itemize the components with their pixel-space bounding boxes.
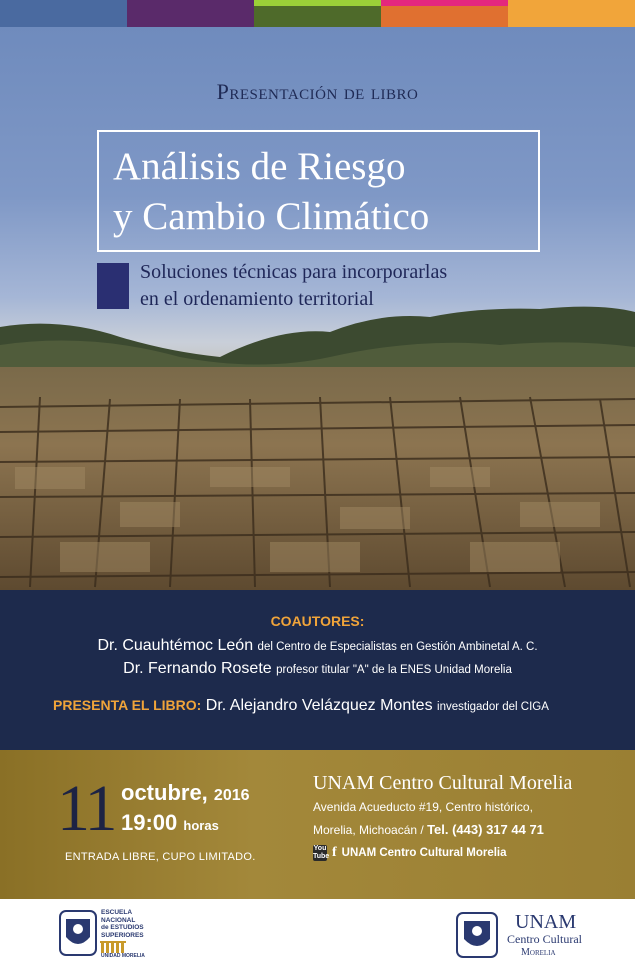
coauthor-name: Dr. Cuauhtémoc León [97, 637, 254, 654]
social-handle[interactable]: UNAM Centro Cultural Morelia [341, 847, 507, 859]
stripe-segment [0, 0, 127, 27]
coauthor-row [0, 660, 635, 678]
subtitle-marker [97, 263, 129, 309]
coauthor-affiliation: del Centro de Especialistas en Gestión Ambinetal A. C. [257, 641, 538, 653]
book-subtitle-line2: en el ordenamiento territorial [140, 288, 374, 310]
event-month [121, 780, 250, 806]
venue-phone: Tel. (443) 317 44 71 [427, 822, 544, 837]
event-year: 2016 [213, 787, 250, 804]
venue-address-line2 [313, 822, 544, 837]
event-time-unit: horas [183, 818, 219, 833]
hero-image [0, 27, 635, 590]
social-row [313, 845, 507, 861]
enes-logo-text [101, 909, 145, 961]
enes-line: NACIONAL [101, 916, 136, 924]
stripe-segment [508, 0, 635, 27]
footer-logos [0, 899, 635, 980]
stripe-segment [381, 0, 508, 27]
coauthor-affiliation: profesor titular "A" de la ENES Unidad Morelia [276, 664, 512, 676]
unam-logo-title: UNAM [515, 911, 577, 933]
stripe-segment [254, 0, 381, 27]
stripe-segment [127, 0, 254, 27]
event-band [0, 750, 635, 899]
venue-address-line1: Avenida Acueducto #19, Centro histórico, [313, 800, 533, 814]
presenter-affiliation: investigador del CIGA [437, 701, 549, 713]
title-box [97, 130, 540, 252]
enes-sub: UNIDAD MORELIA [101, 953, 145, 959]
unam-logo-city: Morelia [521, 947, 556, 958]
color-stripe [0, 0, 635, 27]
enes-line: ESCUELA [101, 909, 133, 916]
youtube-icon[interactable]: You Tube [313, 845, 330, 860]
unam-logo-subtitle: Centro Cultural [507, 932, 582, 946]
event-time [121, 810, 219, 836]
event-month-name: octubre, [121, 780, 208, 805]
event-type: Presentación de libro [216, 79, 419, 104]
book-title-line1: Análisis de Riesgo [113, 145, 406, 188]
event-day: 11 [57, 772, 115, 845]
presenter-row [53, 697, 549, 715]
presenter-name: Dr. Alejandro Velázquez Montes [205, 697, 433, 714]
facebook-icon[interactable]: f [332, 845, 337, 860]
book-title-line2: y Cambio Climático [113, 195, 430, 238]
admission-note: ENTRADA LIBRE, CUPO LIMITADO. [65, 851, 256, 863]
presenter-label: PRESENTA EL LIBRO: [53, 697, 202, 713]
venue-city: Morelia, Michoacán / [313, 823, 424, 837]
event-time-value: 19:00 [121, 810, 178, 835]
coauthor-name: Dr. Fernando Rosete [123, 660, 272, 677]
book-subtitle-line1: Soluciones técnicas para incorporarlas [140, 261, 448, 283]
coauthors-label: COAUTORES: [270, 613, 365, 629]
coauthor-row [0, 637, 635, 655]
credits-band [0, 590, 635, 750]
enes-line: SUPERIORES [101, 931, 144, 939]
enes-line: de ESTUDIOS [101, 924, 144, 931]
venue-name: UNAM Centro Cultural Morelia [313, 772, 573, 794]
